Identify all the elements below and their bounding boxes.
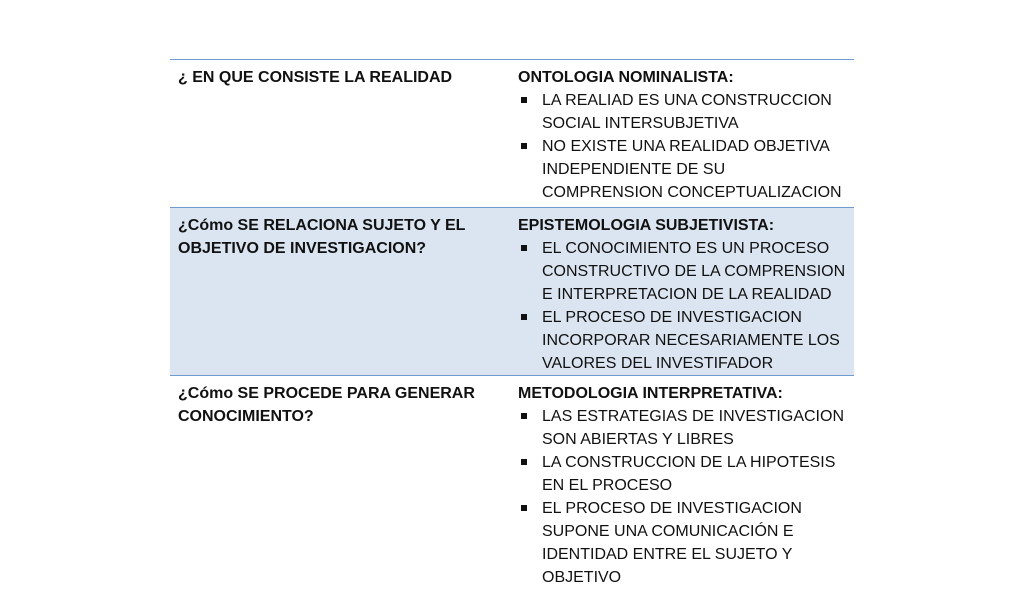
list-item-text: EL PROCESO DE INVESTIGACION INCORPORAR NECESARIAMENTE LOS VALORES DEL INVESTIFADOR bbox=[542, 309, 840, 372]
research-paradigm-table bbox=[170, 59, 854, 585]
square-bullet-icon bbox=[521, 505, 527, 511]
question-cell: ¿ EN QUE CONSISTE LA REALIDAD bbox=[178, 69, 453, 86]
square-bullet-icon bbox=[521, 143, 527, 149]
answer-cell bbox=[511, 60, 854, 207]
list-item bbox=[518, 89, 848, 135]
table-row bbox=[170, 207, 854, 375]
list-item bbox=[518, 135, 848, 204]
square-bullet-icon bbox=[521, 459, 527, 465]
bullet-list bbox=[518, 237, 848, 375]
list-item-text: LA REALIAD ES UNA CONSTRUCCION SOCIAL INTERSUBJETIVA bbox=[542, 92, 832, 132]
list-item bbox=[518, 405, 848, 451]
list-item bbox=[518, 451, 848, 497]
list-item bbox=[518, 306, 848, 375]
answer-cell bbox=[511, 376, 854, 585]
question-cell: ¿Cómo SE PROCEDE PARA GENERAR CONOCIMIENTO? bbox=[178, 385, 475, 425]
list-item bbox=[518, 237, 848, 306]
list-item bbox=[518, 497, 848, 589]
list-item-text: EL CONOCIMIENTO ES UN PROCESO CONSTRUCTIVO DE LA COMPRENSION E INTERPRETACION DE LA REALIDAD bbox=[542, 240, 846, 303]
answer-heading: METODOLOGIA INTERPRETATIVA: bbox=[518, 385, 783, 402]
square-bullet-icon bbox=[521, 413, 527, 419]
square-bullet-icon bbox=[521, 97, 527, 103]
table-row bbox=[170, 375, 854, 585]
list-item-text: LAS ESTRATEGIAS DE INVESTIGACION SON ABIERTAS Y LIBRES bbox=[542, 408, 844, 448]
square-bullet-icon bbox=[521, 314, 527, 320]
bullet-list bbox=[518, 405, 848, 589]
answer-heading: ONTOLOGIA NOMINALISTA: bbox=[518, 69, 734, 86]
list-item-text: EL PROCESO DE INVESTIGACION SUPONE UNA COMUNICACIÓN E IDENTIDAD ENTRE EL SUJETO Y OBJETIVO bbox=[542, 500, 802, 586]
answer-heading: EPISTEMOLOGIA SUBJETIVISTA: bbox=[518, 217, 775, 234]
table-row bbox=[170, 60, 854, 207]
square-bullet-icon bbox=[521, 245, 527, 251]
question-cell: ¿Cómo SE RELACIONA SUJETO Y EL OBJETIVO DE INVESTIGACION? bbox=[178, 217, 466, 257]
list-item-text: NO EXISTE UNA REALIDAD OBJETIVA INDEPENDIENTE DE SU COMPRENSION CONCEPTUALIZACION bbox=[542, 138, 842, 201]
list-item-text: LA CONSTRUCCION DE LA HIPOTESIS EN EL PROCESO bbox=[542, 454, 836, 494]
bullet-list bbox=[518, 89, 848, 204]
answer-cell bbox=[511, 208, 854, 375]
